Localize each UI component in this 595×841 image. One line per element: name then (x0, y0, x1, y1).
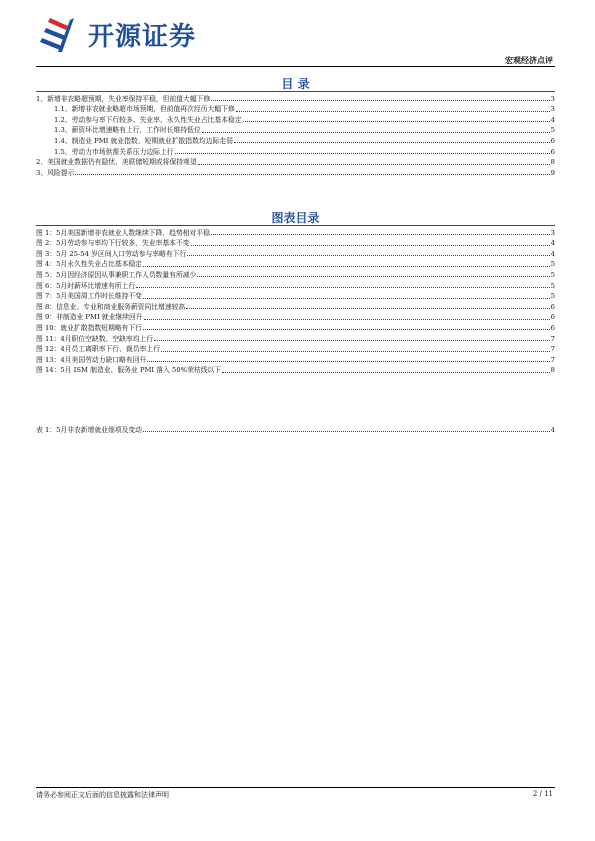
toc-entry[interactable] (36, 114, 555, 125)
footer-disclaimer: 请务必参阅正文后面的信息披露和法律声明 (36, 791, 169, 799)
figure-entry-label: 图 9：非制造业 PMI 就业继续回升 (36, 313, 143, 322)
figure-entry[interactable] (36, 238, 555, 249)
figure-entry[interactable] (36, 291, 555, 302)
toc-entry[interactable] (36, 146, 555, 157)
figure-entry-label: 图 10：就业扩散指数短期略有下行 (36, 323, 142, 332)
figure-entry[interactable] (36, 322, 555, 333)
table-entry[interactable] (36, 424, 555, 435)
dot-leader (234, 142, 550, 143)
dot-leader (143, 329, 550, 330)
figure-entry-label: 图 13：4月美国劳动力缺口略有回升 (36, 355, 147, 364)
figure-entry-label: 图 8：信息业、专业和商业服务薪资同比增速较高 (36, 302, 186, 311)
figure-entry-page: 5 (550, 292, 555, 301)
table-entry-page: 4 (550, 425, 555, 434)
figure-entry-page: 5 (550, 281, 555, 290)
figure-entry[interactable] (36, 365, 555, 376)
figure-entry-label: 图 6：5月时薪环比增速有所上行 (36, 281, 136, 290)
figure-entry[interactable] (36, 301, 555, 312)
figure-entry-label: 图 14：5月 ISM 制造业、服务业 PMI 落入 50%荣枯线以下 (36, 366, 222, 375)
toc-entry-label: 1.2、劳动参与率下行较多、失业率、永久性失业占比基本稳定 (54, 115, 242, 124)
figure-entry-label: 图 5：5月因经济原因从事兼职工作人员数量有所减少 (36, 270, 197, 279)
figure-entry[interactable] (36, 312, 555, 323)
toc-entry-page: 6 (550, 147, 555, 156)
header-divider (36, 66, 555, 67)
report-type-label: 宏观经济点评 (505, 55, 553, 65)
dot-leader (143, 298, 550, 299)
page-number: 2 / 11 (532, 790, 553, 798)
figure-entry[interactable] (36, 269, 555, 280)
dot-leader (186, 308, 549, 309)
toc-entry-label: 3、风险提示 (36, 168, 75, 177)
toc-entry-page: 3 (550, 105, 555, 114)
dot-leader (191, 245, 550, 246)
figure-entry-page: 7 (550, 355, 555, 364)
figure-entry-page: 4 (550, 239, 555, 248)
toc-entry-label: 1.1、新增非农就业略超市场预期，但前值再次经历大幅下修 (54, 105, 235, 114)
figure-entry-page: 6 (550, 323, 555, 332)
toc-entry-page: 6 (550, 136, 555, 145)
figure-entry-page: 6 (550, 313, 555, 322)
dot-leader (154, 340, 550, 341)
figure-entry-label: 图 3：5月 25-54 岁区间人口劳动参与率略有下行 (36, 249, 187, 258)
dot-leader (143, 266, 550, 267)
dot-leader (144, 319, 550, 320)
toc-entry-label: 2、美国就业数据仍有隐忧，美联储短期或将保持观望 (36, 158, 197, 167)
table-entry-label: 表 1：5月非农新增就业细项及变动 (36, 425, 142, 434)
toc-entry[interactable] (36, 93, 555, 104)
toc-entry[interactable] (36, 104, 555, 115)
toc-entry-label: 1.4、制造业 PMI 就业指数、短期就业扩散指数均边际走弱 (54, 136, 233, 145)
figures-list (36, 227, 555, 375)
toc-list (36, 93, 555, 178)
brand-logo (40, 14, 230, 54)
figure-entry[interactable] (36, 333, 555, 344)
logo-mark-icon (40, 14, 84, 54)
dot-leader (222, 372, 550, 373)
toc-entry-page: 8 (550, 158, 555, 167)
toc-entry[interactable] (36, 135, 555, 146)
tables-list (36, 424, 555, 435)
dot-leader (175, 153, 550, 154)
toc-entry-label: 1.5、劳动力市场供需关系压力边际上行 (54, 147, 174, 156)
dot-leader (187, 255, 549, 256)
figure-entry-label: 图 12：4月员工离职率下行、裁员率上行 (36, 345, 160, 354)
toc-entry-label: 1、新增非农略超预期，失业率保持平稳，但前值大幅下修 (36, 94, 211, 103)
dot-leader (161, 351, 550, 352)
figure-entry-label: 图 11：4月职位空缺数、空缺率均上行 (36, 334, 154, 343)
figures-title: 图表目录 (271, 211, 320, 225)
dot-leader (211, 100, 549, 101)
figures-divider (36, 225, 555, 226)
footer-divider (36, 787, 555, 788)
toc-title: 目 录 (281, 77, 310, 91)
logo-text: 开源证券 (88, 22, 197, 52)
toc-entry-page: 3 (550, 94, 555, 103)
figure-entry-label: 图 2：5月劳动参与率均下行较多，失业率基本不变 (36, 239, 190, 248)
figure-entry-page: 5 (550, 270, 555, 279)
dot-leader (243, 121, 550, 122)
figure-entry-page: 6 (550, 302, 555, 311)
dot-leader (143, 431, 550, 432)
figure-entry-page: 7 (550, 345, 555, 354)
toc-divider (36, 91, 555, 92)
figure-entry-page: 3 (550, 228, 555, 237)
figure-entry[interactable] (36, 248, 555, 259)
toc-entry[interactable] (36, 157, 555, 168)
figure-entry-page: 8 (550, 366, 555, 375)
dot-leader (136, 287, 550, 288)
figure-entry[interactable] (36, 344, 555, 355)
figure-entry[interactable] (36, 227, 555, 238)
toc-entry-page: 9 (550, 168, 555, 177)
figure-entry-label: 图 7：5月美国周工作时长维持不变 (36, 292, 142, 301)
dot-leader (202, 132, 550, 133)
dot-leader (147, 361, 549, 362)
dot-leader (236, 111, 550, 112)
figure-entry-label: 图 4：5月永久性失业占比基本稳定 (36, 260, 142, 269)
figure-entry[interactable] (36, 280, 555, 291)
toc-entry-label: 1.3、薪资环比增速略有上行，工作时长维持低位 (54, 126, 201, 135)
dot-leader (198, 164, 550, 165)
figure-entry-page: 7 (550, 334, 555, 343)
toc-entry[interactable] (36, 167, 555, 178)
dot-leader (197, 276, 549, 277)
figure-entry-page: 4 (550, 249, 555, 258)
toc-entry[interactable] (36, 125, 555, 136)
figure-entry[interactable] (36, 354, 555, 365)
figure-entry-page: 5 (550, 260, 555, 269)
toc-entry-page: 5 (550, 126, 555, 135)
figure-entry[interactable] (36, 259, 555, 270)
figure-entry-label: 图 1：5月美国新增非农就业人数继续下降，趋势相对平稳 (36, 228, 210, 237)
dot-leader (75, 174, 549, 175)
dot-leader (211, 234, 550, 235)
toc-entry-page: 4 (550, 115, 555, 124)
